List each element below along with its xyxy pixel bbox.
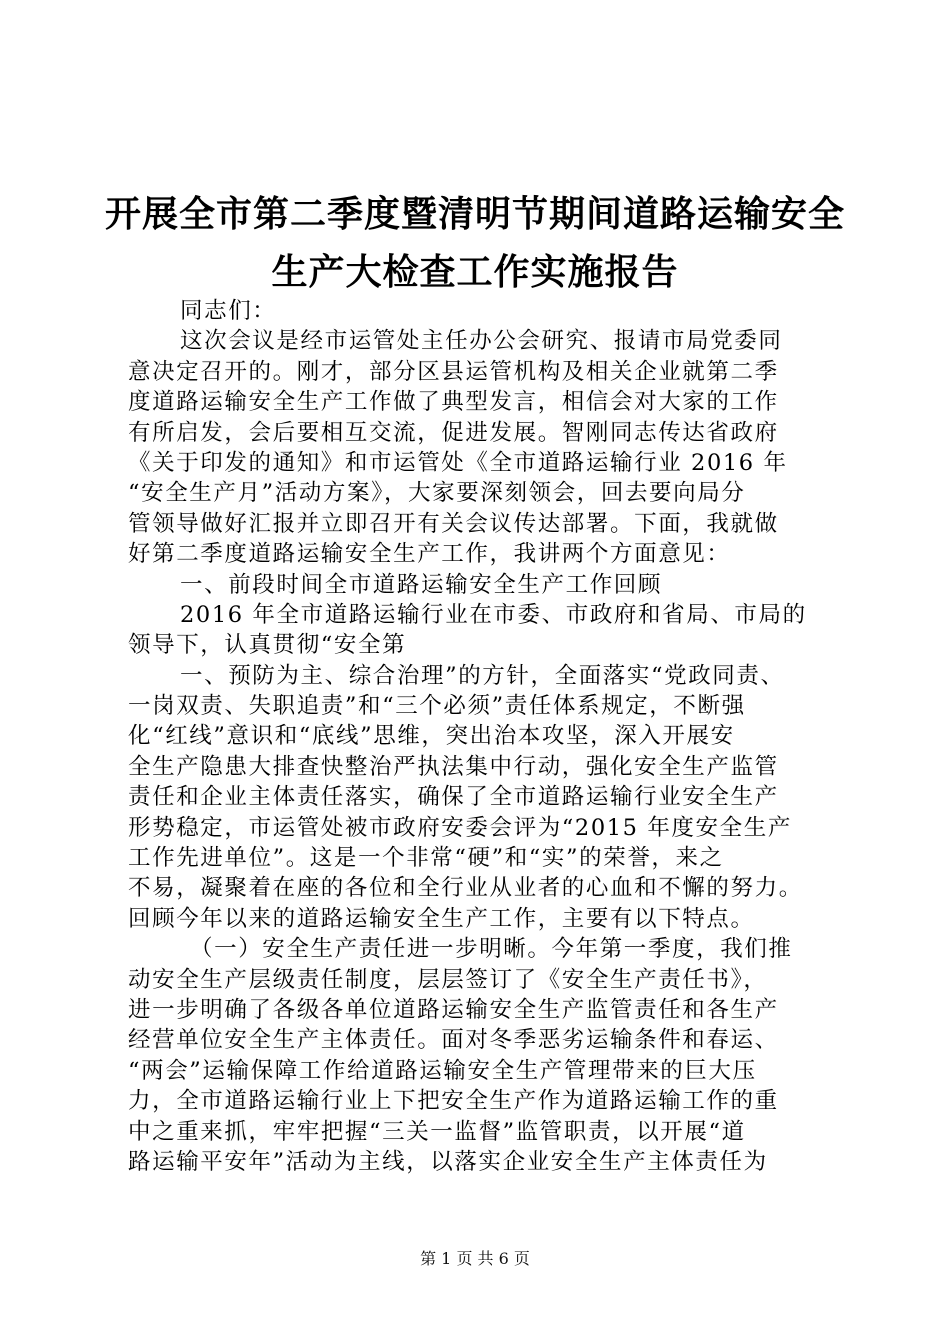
paragraph-line: “两会”运输保障工作给道路运输安全生产管理带来的巨大压 <box>128 1057 757 1084</box>
paragraph-line: 进一步明确了各级各单位道路运输安全生产监管责任和各生产 <box>128 996 779 1023</box>
paragraph-line: 领导下，认真贯彻“安全第 <box>128 632 407 659</box>
paragraph-line: 意决定召开的。刚才，部分区县运管机构及相关企业就第二季 <box>128 358 779 385</box>
paragraph-line: 不易，凝聚着在座的各位和全行业从业者的心血和不懈的努力。 <box>128 875 803 902</box>
paragraph-line: 全生产隐患大排查快整治严执法集中行动，强化安全生产监管 <box>128 753 779 780</box>
salutation: 同志们： <box>180 298 277 324</box>
paragraph-line: “安全生产月”活动方案》，大家要深刻领会，回去要向局分 <box>128 480 746 507</box>
page-number-footer: 第 1 页 共 6 页 <box>420 1249 530 1268</box>
paragraph-line: 《关于印发的通知》和市运管处《全市道路运输行业 2016 年 <box>128 449 788 476</box>
paragraph-line: 2016 年全市道路运输行业在市委、市政府和省局、市局的 <box>180 601 807 628</box>
paragraph-line: 好第二季度道路运输安全生产工作，我讲两个方面意见： <box>128 541 731 568</box>
section-heading: 一、前段时间全市道路运输安全生产工作回顾 <box>180 571 663 598</box>
subsection-heading: （一）安全生产责任进一步明晰。今年第一季度，我们推 <box>190 936 793 963</box>
document-title-line-1: 开展全市第二季度暨清明节期间道路运输安全 <box>104 193 845 235</box>
paragraph-line: 这次会议是经市运管处主任办公会研究、报请市局党委同 <box>180 328 783 355</box>
paragraph-line: 中之重来抓，牢牢把握“三关一监督”监管职责，以开展“道 <box>128 1118 746 1145</box>
paragraph-line: 路运输平安年”活动为主线，以落实企业安全生产主体责任为 <box>128 1148 768 1175</box>
paragraph-line: 一岗双责、失职追责”和“三个必须”责任体系规定，不断强 <box>128 693 746 720</box>
paragraph-line: 力，全市道路运输行业上下把安全生产作为道路运输工作的重 <box>128 1088 779 1115</box>
paragraph-line: 责任和企业主体责任落实，确保了全市道路运输行业安全生产 <box>128 784 779 811</box>
document-body <box>128 296 833 1177</box>
paragraph-line: 经营单位安全生产主体责任。面对冬季恶劣运输条件和春运、 <box>128 1027 779 1054</box>
paragraph-line: 度道路运输安全生产工作做了典型发言，相信会对大家的工作 <box>128 389 779 416</box>
paragraph-line: 一、预防为主、综合治理”的方针，全面落实“党政同责、 <box>180 662 785 689</box>
paragraph-line: 动安全生产层级责任制度，层层签订了《安全生产责任书》， <box>128 966 768 993</box>
paragraph-line: 有所启发，会后要相互交流，促进发展。智刚同志传达省政府 <box>128 419 779 446</box>
document-title-line-2: 生产大检查工作实施报告 <box>271 251 679 293</box>
paragraph-line: 管领导做好汇报并立即召开有关会议传达部署。下面，我就做 <box>128 510 779 537</box>
paragraph-line: 化“红线”意识和“底线”思维，突出治本攻坚，深入开展安 <box>128 723 735 750</box>
paragraph-line: 回顾今年以来的道路运输安全生产工作，主要有以下特点。 <box>128 905 755 932</box>
paragraph-line: 工作先进单位”。这是一个非常“硬”和“实”的荣誉，来之 <box>128 845 724 872</box>
paragraph-line: 形势稳定，市运管处被市政府安委会评为“2015 年度安全生产 <box>128 814 792 841</box>
